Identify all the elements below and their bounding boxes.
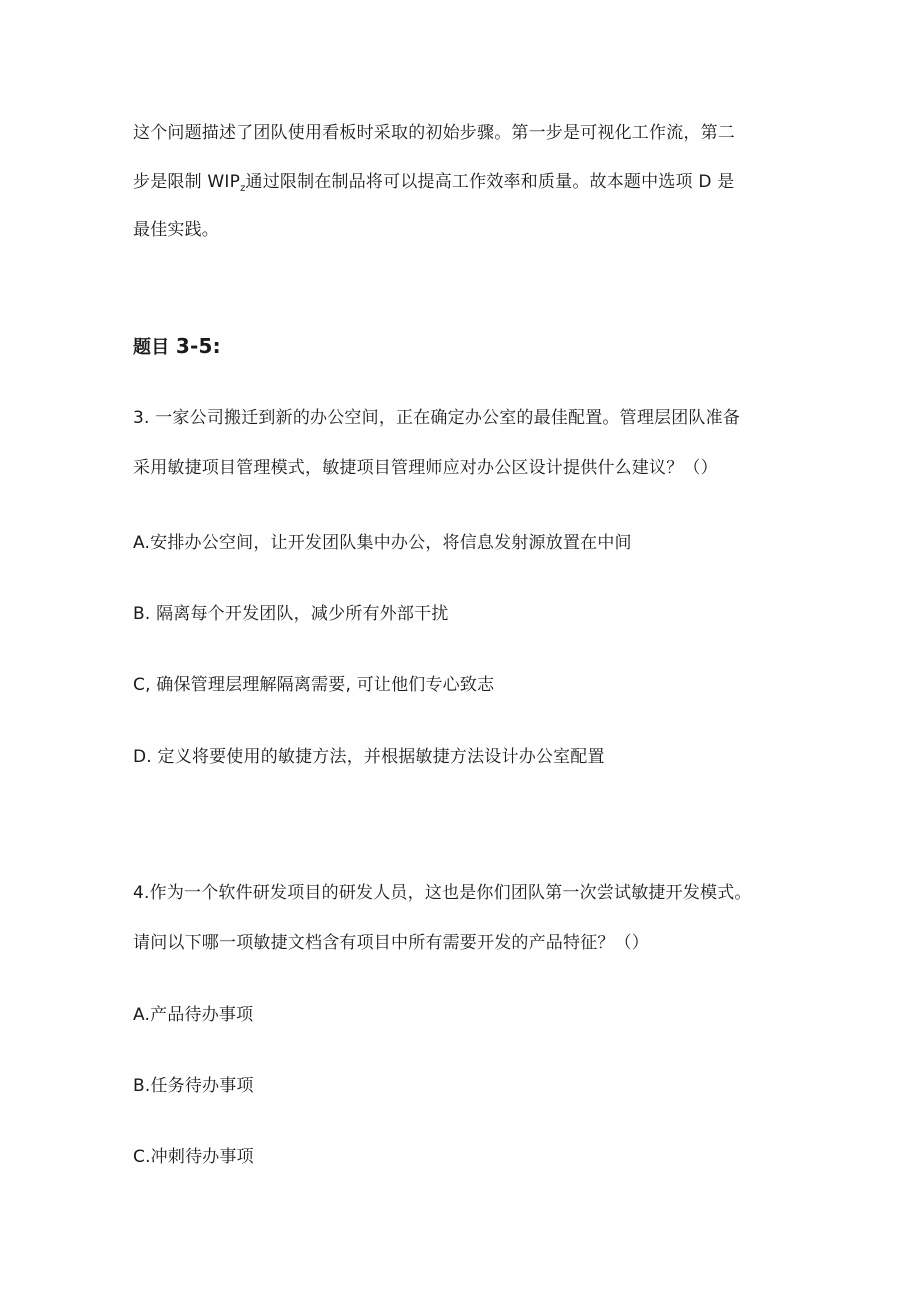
question-3-option-b: B. 隔离每个开发团队，减少所有外部干扰 — [133, 604, 449, 624]
question-4-stem-line-2: 请问以下哪一项敏捷文档含有项目中所有需要开发的产品特征？（） — [133, 933, 649, 953]
explanation-line-3: 最佳实践。 — [133, 220, 219, 240]
question-4-option-c: C.冲刺待办事项 — [133, 1147, 254, 1167]
section-heading — [133, 334, 221, 360]
explanation-line-2-prefix: 步是限制 WIP — [133, 172, 241, 192]
question-3-stem-line-2: 采用敏捷项目管理模式，敏捷项目管理师应对办公区设计提供什么建议？（） — [133, 458, 718, 478]
section-heading-number: 3-5: — [175, 334, 221, 358]
explanation-line-2 — [133, 170, 734, 201]
question-4-stem-line-1: 4.作为一个软件研发项目的研发人员，这也是你们团队第一次尝试敏捷开发模式。 — [133, 883, 752, 903]
explanation-line-1: 这个问题描述了团队使用看板时采取的初始步骤。第一步是可视化工作流，第二 — [133, 123, 735, 143]
question-3-option-d: D. 定义将要使用的敏捷方法，并根据敏捷方法设计办公室配置 — [133, 747, 605, 767]
question-3-option-c: C, 确保管理层理解隔离需要, 可让他们专心致志 — [133, 675, 495, 695]
explanation-line-2-suffix: 通过限制在制品将可以提高工作效率和质量。故本题中选项 D 是 — [245, 172, 735, 192]
explanation-subscript: z — [240, 183, 246, 194]
question-3-option-a: A.安排办公空间，让开发团队集中办公，将信息发射源放置在中间 — [133, 533, 632, 553]
question-4-option-a: A.产品待办事项 — [133, 1005, 254, 1025]
question-4-option-b: B.任务待办事项 — [133, 1076, 254, 1096]
section-heading-label: 题目 — [133, 337, 170, 358]
question-3-stem-line-1: 3. 一家公司搬迁到新的办公空间，正在确定办公室的最佳配置。管理层团队准备 — [133, 408, 741, 428]
